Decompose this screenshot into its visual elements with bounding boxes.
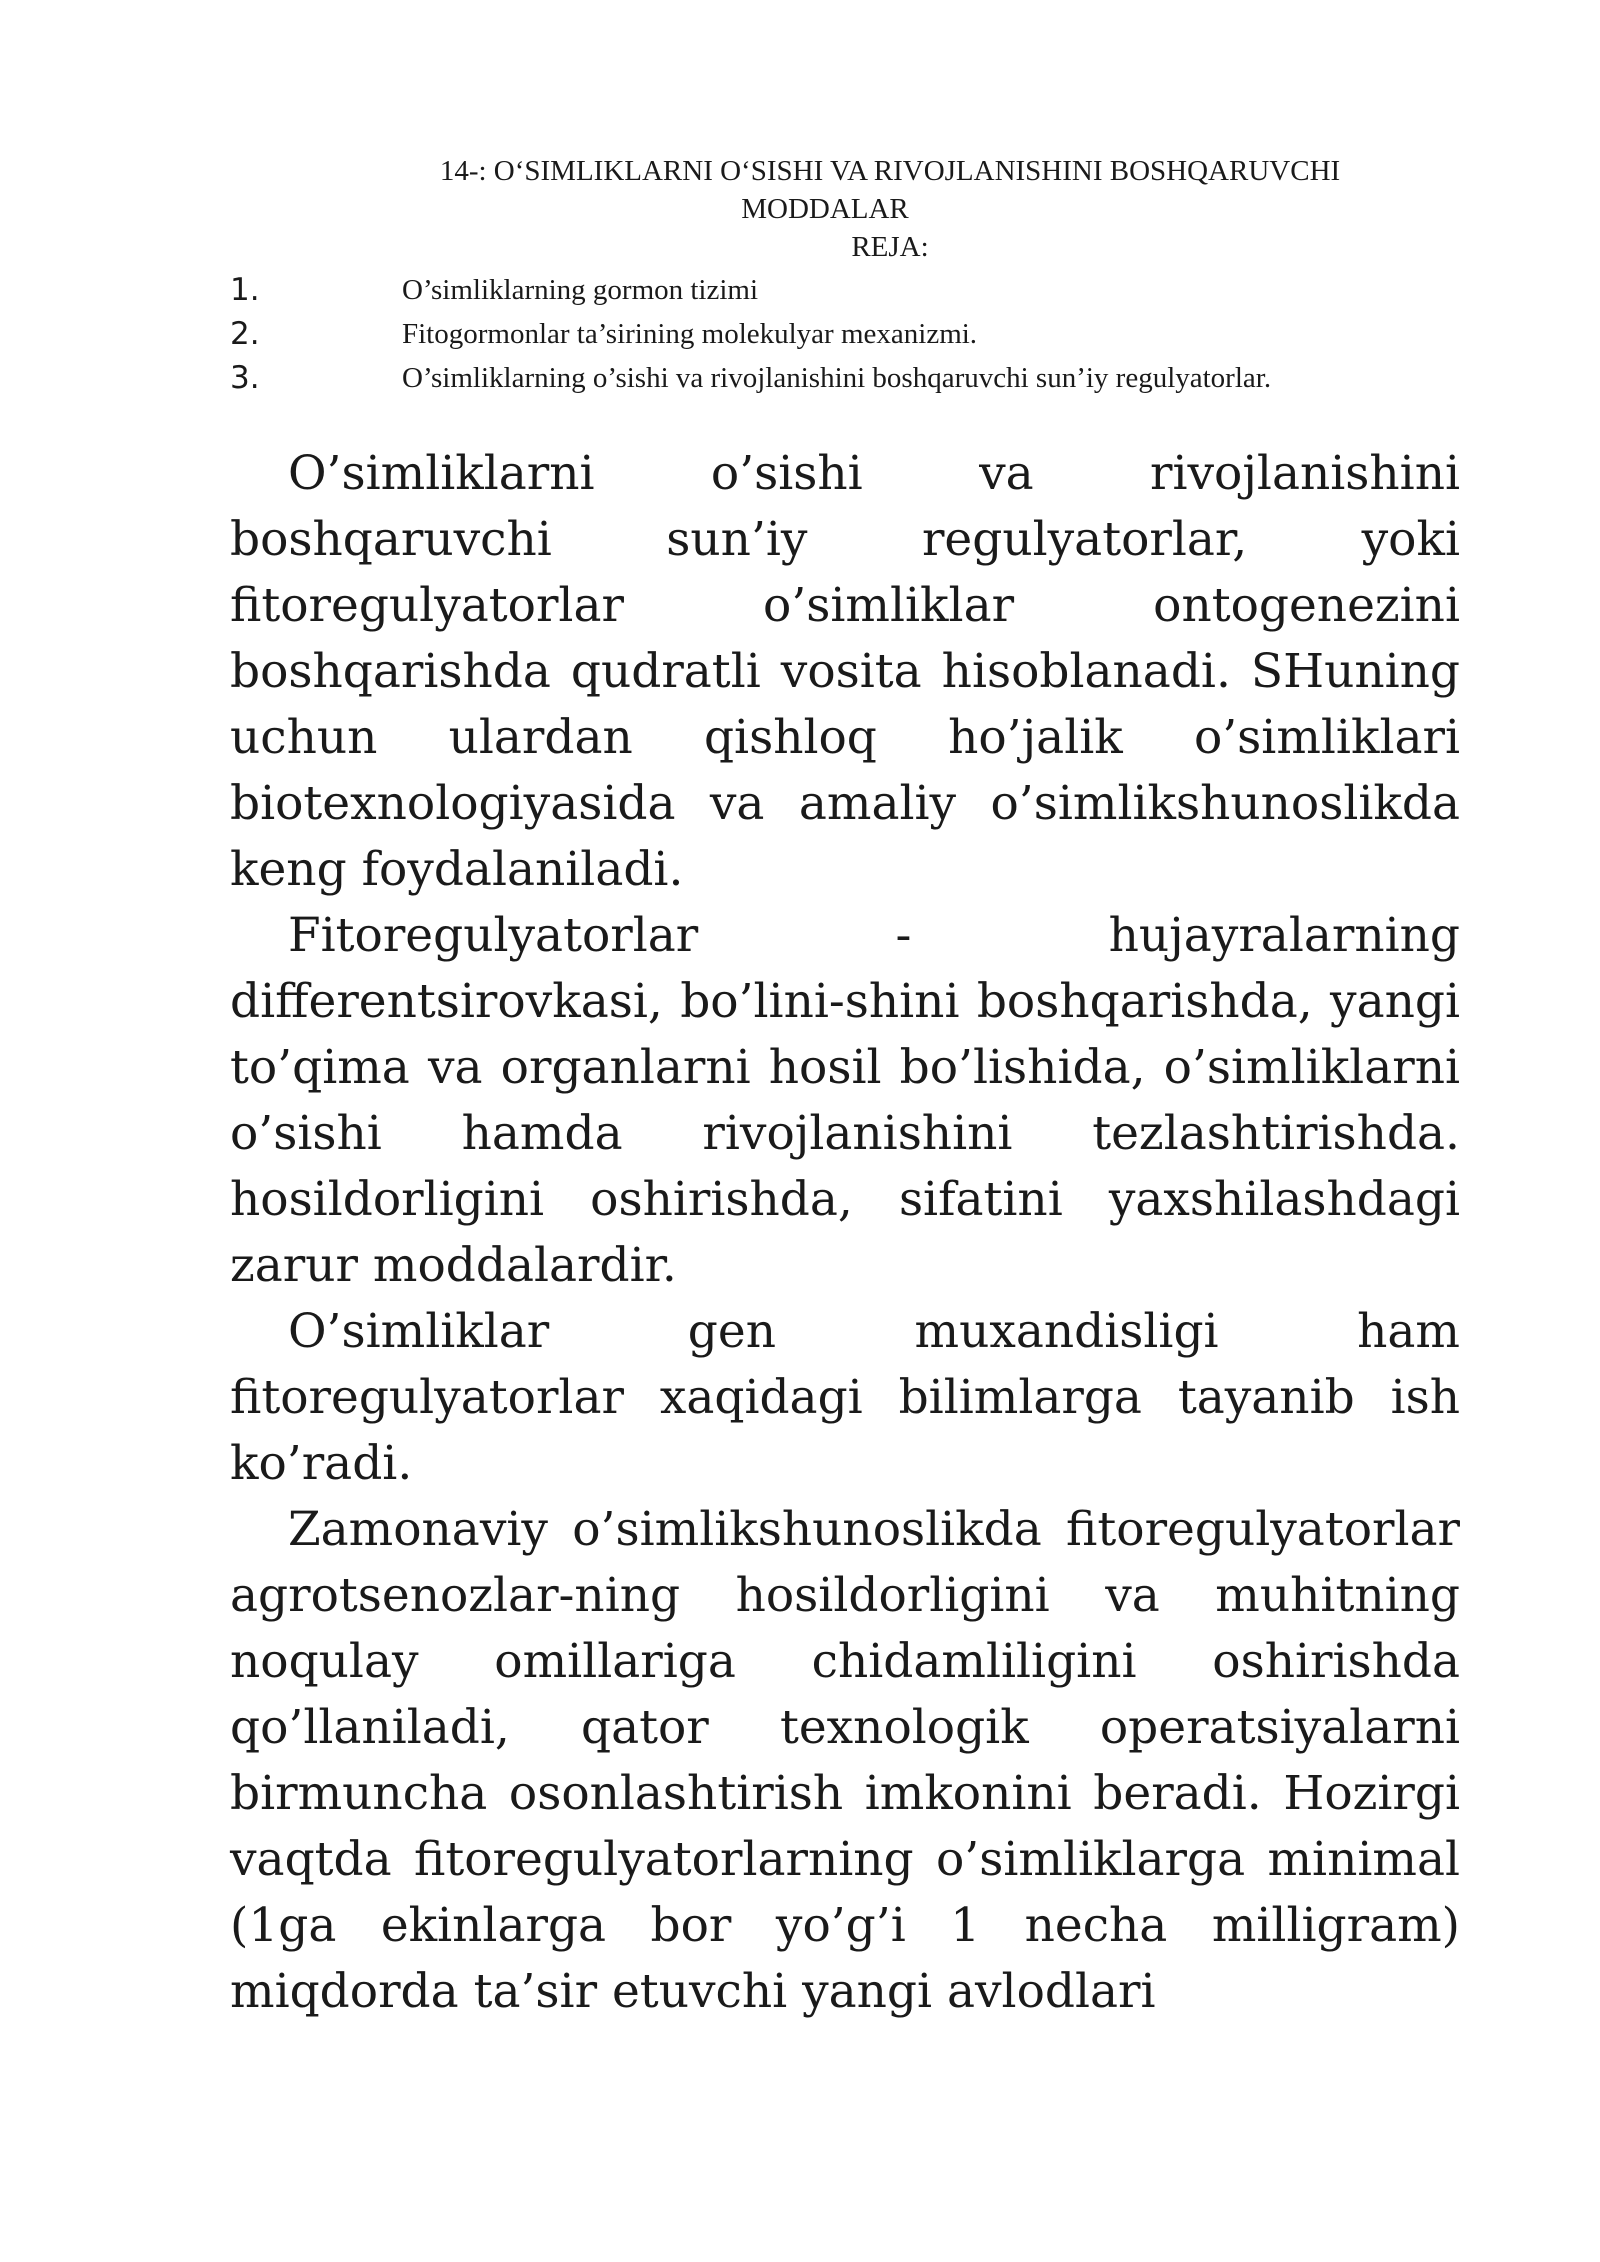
plan-item-number: 2. xyxy=(230,316,260,352)
plan-list xyxy=(230,268,1430,400)
body-paragraph: O’simliklarni o’sishi va rivojlanishini boshqaruvchi sun’iy regulyatorlar, yoki fitoregulyatorlar o’simliklar ontogenezini boshqarishda qudratli vosita hisoblanadi. SHuning uchun ulardan qishloq ho’jalik o’simliklari biotexnologiyasida va amaliy o’simlikshunoslikda keng foydalaniladi. xyxy=(230,446,1460,897)
plan-item-text: O’simliklarning o’sishi va rivojlanishini boshqaruvchi sun’iy regulyatorlar. xyxy=(402,362,1272,394)
chapter-title-line2: MODDALAR xyxy=(741,193,909,225)
body-paragraph: Fitoregulyatorlar - hujayralarning differentsirovkasi, bo’lini-shini boshqarishda, yangi to’qima va organlarni hosil bo’lishida, o’simliklarni o’sishi hamda rivojlanishini tezlashtirishda. hosildorligini oshirishda, sifatini yaxshilashdagi zarur moddalardir. xyxy=(230,908,1460,1293)
plan-item xyxy=(230,312,1430,356)
plan-item xyxy=(230,356,1430,400)
plan-item-number: 1. xyxy=(230,272,260,308)
plan-item-text: O’simliklarning gormon tizimi xyxy=(402,274,759,306)
plan-item xyxy=(230,268,1430,312)
plan-item-number: 3. xyxy=(230,360,260,396)
chapter-title-line1: 14-: O‘SIMLIKLARNI O‘SISHI VA RIVOJLANISHINI BOSHQARUVCHI xyxy=(439,155,1341,187)
plan-label: REJA: xyxy=(851,231,929,263)
body-text xyxy=(230,441,1460,2025)
document-header xyxy=(380,152,1400,266)
body-paragraph: O’simliklar gen muxandisligi ham fitoregulyatorlar xaqidagi bilimlarga tayanib ish ko’radi. xyxy=(230,1304,1460,1491)
plan-item-text: Fitogormonlar ta’sirining molekulyar mexanizmi. xyxy=(402,318,978,350)
body-paragraph: Zamonaviy o’simlikshunoslikda fitoregulyatorlar agrotsenozlar-ning hosildorligini va muhitning noqulay omillariga chidamliligini oshirishda qo’llaniladi, qator texnologik operatsiyalarni birmuncha osonlashtirish imkonini beradi. Hozirgi vaqtda fitoregulyatorlarning o’simliklarga minimal (1ga ekinlarga bor yo’g’i 1 necha milligram) miqdorda ta’sir etuvchi yangi avlodlari xyxy=(230,1502,1460,2019)
